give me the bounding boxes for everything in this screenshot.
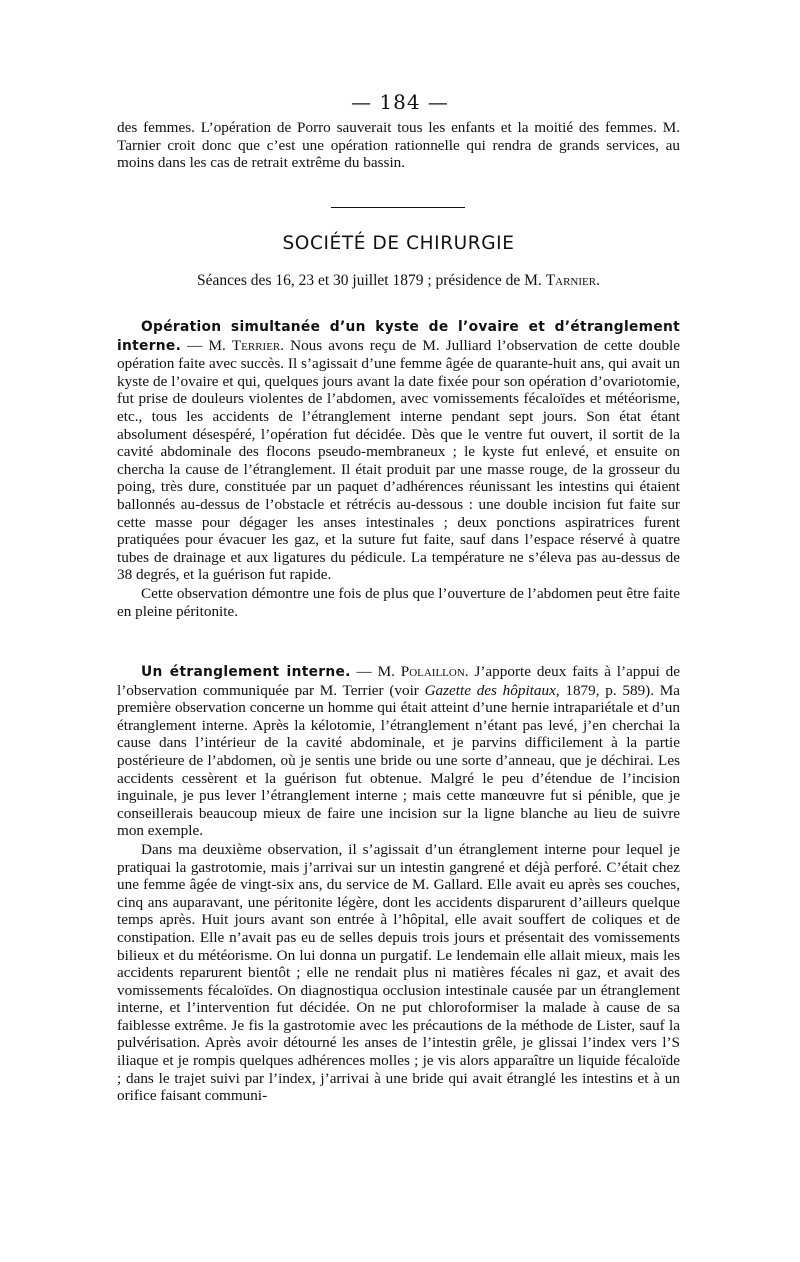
section2-intro-before: J’apporte deux faits à l’appui de l’observation communiquée par M. Terrier (voir <box>117 663 680 699</box>
session-dates-text: Séances des 16, 23 et 30 juillet 1879 ; présidence de M. <box>197 272 542 289</box>
section2-paragraph1 <box>117 663 680 840</box>
journal-title: Gazette des hôpitaux, <box>424 681 560 699</box>
section2-author: Polaillon. <box>400 663 469 680</box>
section1-author-prefix: — M. <box>187 336 226 354</box>
section-ovarian-cyst <box>117 318 680 620</box>
section-internal-strangulation <box>117 663 680 1105</box>
section1-heading: Opération simultanée d’un kyste de l’ovaire et d’étranglement interne. <box>117 319 680 354</box>
section1-paragraph2: Cette observation démontre une fois de plus que l’ouverture de l’abdomen peut être faite en pleine péritonite. <box>117 584 680 620</box>
section1-body: Nous avons reçu de M. Julliard l’observation de cette double opération faite avec succès. Il s’agissait d’une femme âgée de quarante-huit ans, qui avait un kyste de l’ovaire et qui, quelques jours avant la date fixée pour son opération d’ovariotomie, fut prise de douleurs violentes de l’abdomen, avec vomissements fécaloïdes et météorisme, etc., tous les accidents de l’étranglement interne pendant sept jours. Son état étant absolument désespéré, l’opération fut décidée. Dès que le ventre fut ouvert, il sortit de la cavité abdominale des flocons pseudo-membraneux ; le kyste fut enlevé, et ensuite on chercha la cause de l’étranglement. Il était produit par une masse rouge, de la grosseur du poing, très dure, constituée par un paquet d’adhérences réunissant les intestins qui étaient ballonnés au-dessus de l’obstacle et rétrécis au-dessous : une double incision fut faite sur cette masse pour dégager les anses intestinales ; deux ponctions aspiratrices furent pratiquées pour évacuer les gaz, et la suture fut faite, sauf dans l’espace réservé à quatre tubes de drainage et aux ligatures du pédicule. La température ne s’éleva pas au-dessus de 38 degrés, et la guérison fut rapide. <box>117 336 681 584</box>
section1-paragraph1 <box>117 318 680 584</box>
section1-author: Terrier. <box>231 336 285 354</box>
section2-paragraph2: Dans ma deuxième observation, il s’agissait d’un étranglement interne pour lequel je pratiquai la gastrotomie, mais j’arrivai sur un intestin gangrené et déjà perforé. C’était chez une femme âgée de vingt-six ans, du service de M. Gallard. Elle avait eu après ses couches, cinq ans auparavant, une péritonite légère, dont les accidents disparurent d’ailleurs quelque temps après. Huit jours avant son entrée à l’hôpital, elle avait souffert de coliques et de constipation. Elle n’avait pas eu de selles depuis trois jours et présentait des vomissements bilieux et du météorisme. On lui donna un purgatif. Le lendemain elle allait mieux, mais les accidents reparurent bientôt ; elle ne rendait plus ni matières fécales ni gaz, et avait des vomissements fécaloïdes. On diagnostiqua occlusion intestinale causée par un étranglement interne, et l’intervention fut décidée. On ne put chloroformiser la malade à cause de sa faiblesse extrême. Je fis la gastrotomie avec les précautions de la méthode de Lister, sauf la pulvérisation. Après avoir détourné les anses de l’intestin grêle, je glissai l’index vers l’S iliaque et je rompis quelques adhérences molles ; je vis alors apparaître un liquide fécaloïde ; dans le trajet suivi par l’index, j’arrivai à une bride qui avait étranglé les intestins et à un orifice faisant communi- <box>117 840 680 1105</box>
session-dates <box>117 272 680 290</box>
president-name: Tarnier. <box>545 272 600 289</box>
page-number: — 184 — <box>351 90 449 114</box>
section-divider <box>331 207 465 208</box>
society-title: SOCIÉTÉ DE CHIRURGIE <box>282 233 515 254</box>
section2-intro-after: 1879, p. 589). Ma première observation concerne un homme qui était atteint d’une hernie intrapariétale et d’un étranglement interne. Après la kélotomie, l’étranglement n’étant pas levé, j’en cherchai la cause dans l’intérieur de la cavité abdominale, et je parvins difficilement à la partie postérieure de l’abdomen, où je sentis une bride ou une sorte d’anneau, que je déchirai. Les accidents cessèrent et la guérison fut obtenue. Malgré le peu d’étendue de l’incision inguinale, je pus lever l’étranglement interne ; mais cette manœuvre fut si pénible, que je conseillerais beaucoup mieux de faire une incision sur la ligne blanche au lieu de suivre mon exemple. <box>117 681 680 840</box>
section2-author-prefix: — M. <box>356 663 395 680</box>
lead-paragraph: des femmes. L’opération de Porro sauverait tous les enfants et la moitié des femmes. M. Tarnier croit donc que c’est une opération rationnelle qui rendra de grands services, au moins dans les cas de retrait extrême du bassin. <box>117 119 680 172</box>
section2-heading: Un étranglement interne. <box>141 664 351 680</box>
